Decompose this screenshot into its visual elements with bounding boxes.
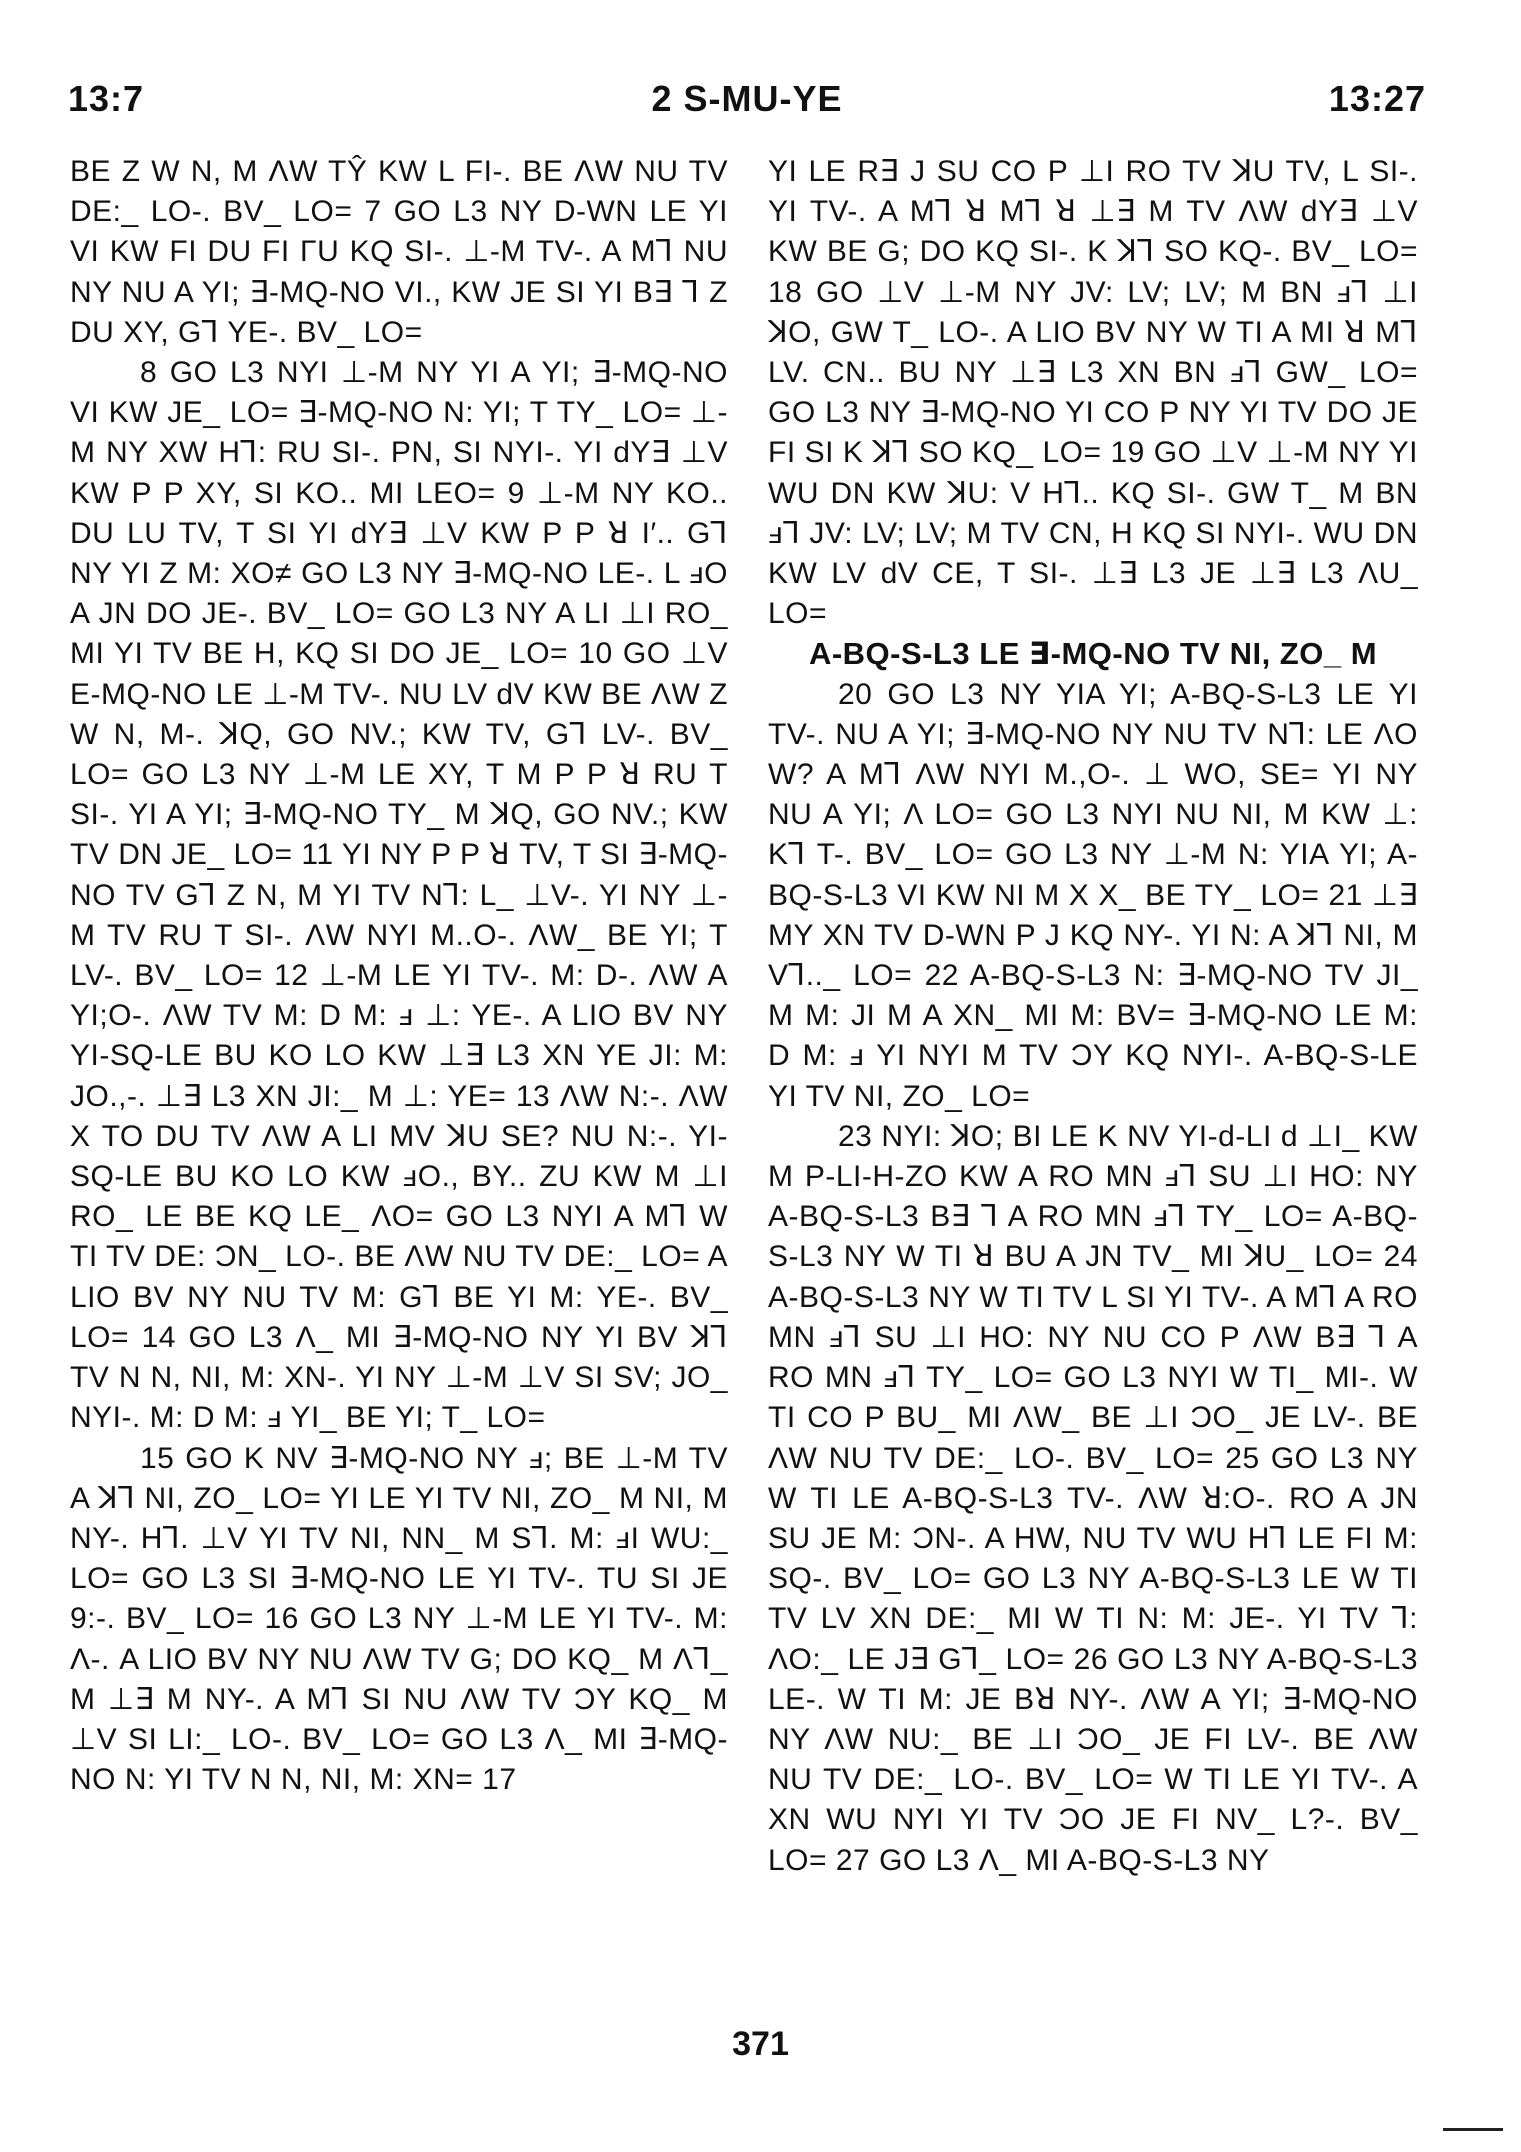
chapter-verse-start: 13:7 — [68, 78, 145, 119]
section-heading: A-BQ-S-L3 LE ∃-MQ-NO TV NI, ZO_ M — [808, 636, 1378, 672]
right-column — [768, 152, 1418, 2002]
page-number: 371 — [732, 2025, 789, 2063]
paragraph: 23 NYI: ꓘO; BI LE K NV YI-d-LI d ⊥I_ KW M P-LI-H-ZO KW A RO MN ⅎ⅂ SU ⊥I HO: NY A-BQ-S-L3 B∃ ⅂ A RO MN ⅎ⅂ TY_ LO= A-BQ-S-L3 NY W TI ꓤ BU A JN TV_ MI ꓘU_ LO= 24 A-BQ-S-L3 NY W TI TV L SI YI TV-. A M⅂ A RO MN ⅎ⅂ SU ⊥I HO: NY NU CO P ΛW B∃ ⅂ A RO MN ⅎ⅂ TY_ LO= GO L3 NYI W TI_ MI-. W TI CO P BU_ MI ΛW_ BE ⊥I ƆO_ JE LV-. BE ΛW NU TV DE:_ LO-. BV_ LO= 25 GO L3 NY W TI LE A-BQ-S-L3 TV-. ΛW ꓤ:O-. RO A JN SU JE M: ƆN-. A HW, NU TV WU H⅂ LE FI M: SQ-. BV_ LO= GO L3 NY A-BQ-S-L3 LE W TI TV LV XN DE:_ MI W TI N: M: JE-. YI TV ⅂: ΛO:_ LE J∃ G⅂_ LO= 26 GO L3 NY A-BQ-S-L3 LE-. W TI M: JE Bꓤ NY-. ΛW A YI; ∃-MQ-NO NY ΛW NU:_ BE ⊥I ƆO_ JE FI LV-. BE ΛW NU TV DE:_ LO-. BV_ LO= W TI LE YI TV-. A XN WU NYI YI TV ƆO JE FI NV_ L?-. BV_ LO= 27 GO L3 Λ_ MI A-BQ-S-L3 NY — [768, 1119, 1418, 1877]
paragraph: BE Z W N, M ΛW TŶ KW L FI-. BE ΛW NU TV DE:_ LO-. BV_ LO= 7 GO L3 NY D-WN LE YI VI KW FI DU FI ΓU KQ SI-. ⊥-M TV-. A M⅂ NU NY NU A YI; ∃-MQ-NO VI., KW JE SI YI B∃ ⅂ Z DU XY, G⅂ YE-. BV_ LO= — [70, 155, 728, 349]
scan-edge-mark — [1443, 2128, 1503, 2131]
paragraph: YI LE R∃ J SU CO P ⊥I RO TV ꓘU TV, L SI-. YI TV-. A M⅂ ꓤ M⅂ ꓤ ⊥∃ M TV ΛW dY∃ ⊥V KW BE G; DO KQ SI-. K ꓘ⅂ SO KQ-. BV_ LO= 18 GO ⊥V ⊥-M NY JV: LV; LV; M BN ⅎ⅂ ⊥I ꓘO, GW T_ LO-. A LIO BV NY W TI A MI ꓤ M⅂ LV. CN.. BU NY ⊥∃ L3 XN BN ⅎ⅂ GW_ LO= GO L3 NY ∃-MQ-NO YI CO P NY YI TV DO JE FI SI K ꓘ⅂ SO KQ_ LO= 19 GO ⊥V ⊥-M NY YI WU DN KW ꓘU: V H⅂.. KQ SI-. GW T_ M BN ⅎ⅂ JV: LV; LV; M TV CN, H KQ SI NYI-. WU DN KW LV dV CE, T SI-. ⊥∃ L3 JE ⊥∃ L3 ΛU_ LO= — [768, 155, 1418, 631]
paragraph: 15 GO K NV ∃-MQ-NO NY ⅎ; BE ⊥-M TV A ꓘ⅂ NI, ZO_ LO= YI LE YI TV NI, ZO_ M NI, M NY-. H⅂. ⊥V YI TV NI, NN_ M S⅂. M: ⅎI WU:_ LO= GO L3 SI ∃-MQ-NO LE YI TV-. TU SI JE 9:-. BV_ LO= 16 GO L3 NY ⊥-M LE YI TV-. M: Λ-. A LIO BV NY NU ΛW TV G; DO KQ_ M Λ⅂_ M ⊥∃ M NY-. A M⅂ SI NU ΛW TV ƆY KQ_ M ⊥V SI LI:_ LO-. BV_ LO= GO L3 Λ_ MI ∃-MQ-NO N: YI TV N N, NI, M: XN= 17 — [70, 1441, 728, 1797]
paragraph: 20 GO L3 NY YIA YI; A-BQ-S-L3 LE YI TV-. NU A YI; ∃-MQ-NO NY NU TV N⅂: LE ΛO W? A M⅂ ΛW NYI M.,O-. ⊥ WO, SE= YI NY NU A YI; Λ LO= GO L3 NYI NU NI, M KW ⊥: K⅂ T-. BV_ LO= GO L3 NY ⊥-M N: YIA YI; A-BQ-S-L3 VI KW NI M X X_ BE TY_ LO= 21 ⊥∃ MY XN TV D-WN P J KQ NY-. YI N: A ꓘ⅂ NI, M V⅂.._ LO= 22 A-BQ-S-L3 N: ∃-MQ-NO TV JI_ M M: JI M A XN_ MI M: BV= ∃-MQ-NO LE M: D M: ⅎ YI NYI M TV ƆY KQ NYI-. A-BQ-S-LE YI TV NI, ZO_ LO= — [768, 677, 1418, 1113]
book-title: 2 S-MU-YE — [651, 78, 843, 119]
running-header — [68, 78, 1426, 128]
chapter-verse-end: 13:27 — [1328, 78, 1426, 119]
left-column — [70, 152, 728, 2002]
paragraph: 8 GO L3 NYI ⊥-M NY YI A YI; ∃-MQ-NO VI KW JE_ LO= ∃-MQ-NO N: YI; T TY_ LO= ⊥-M NY XW H⅂: RU SI-. PN, SI NYI-. YI dY∃ ⊥V KW P P XY, SI KO.. MI LEO= 9 ⊥-M NY KO.. DU LU TV, T SI YI dY∃ ⊥V KW P P ꓤ I′.. G⅂ NY YI Z M: XO≠ GO L3 NY ∃-MQ-NO LE-. L ⅎO A JN DO JE-. BV_ LO= GO L3 NY A LI ⊥I RO_ MI YI TV BE H, KQ SI DO JE_ LO= 10 GO ⊥V E-MQ-NO LE ⊥-M TV-. NU LV dV KW BE ΛW Z W N, M-. ꓘQ, GO NV.; KW TV, G⅂ LV-. BV_ LO= GO L3 NY ⊥-M LE XY, T M P P ꓤ RU T SI-. YI A YI; ∃-MQ-NO TY_ M ꓘQ, GO NV.; KW TV DN JE_ LO= 11 YI NY P P ꓤ TV, T SI ∃-MQ-NO TV G⅂ Z N, M YI TV N⅂: L_ ⊥V-. YI NY ⊥-M TV RU T SI-. ΛW NYI M..O-. ΛW_ BE YI; T LV-. BV_ LO= 12 ⊥-M LE YI TV-. M: D-. ΛW A YI;O-. ΛW TV M: D M: ⅎ ⊥: YE-. A LIO BV NY YI-SQ-LE BU KO LO KW ⊥∃ L3 XN YE JI: M: JO.,-. ⊥∃ L3 XN JI:_ M ⊥: YE= 13 ΛW N:-. ΛW X TO DU TV ΛW A LI MV ꓘU SE? NU N:-. YI-SQ-LE BU KO LO KW ⅎO., BY.. ZU KW M ⊥I RO_ LE BE KQ LE_ ΛO= GO L3 NYI A M⅂ W TI TV DE: ƆN_ LO-. BE ΛW NU TV DE:_ LO= A LIO BV NY NU TV M: G⅂ BE YI M: YE-. BV_ LO= 14 GO L3 Λ_ MI ∃-MQ-NO NY YI BV ꓘ⅂ TV N N, NI, M: XN-. YI NY ⊥-M ⊥V SI SV; JO_ NYI-. M: D M: ⅎ YI_ BE YI; T_ LO= — [70, 356, 728, 1435]
